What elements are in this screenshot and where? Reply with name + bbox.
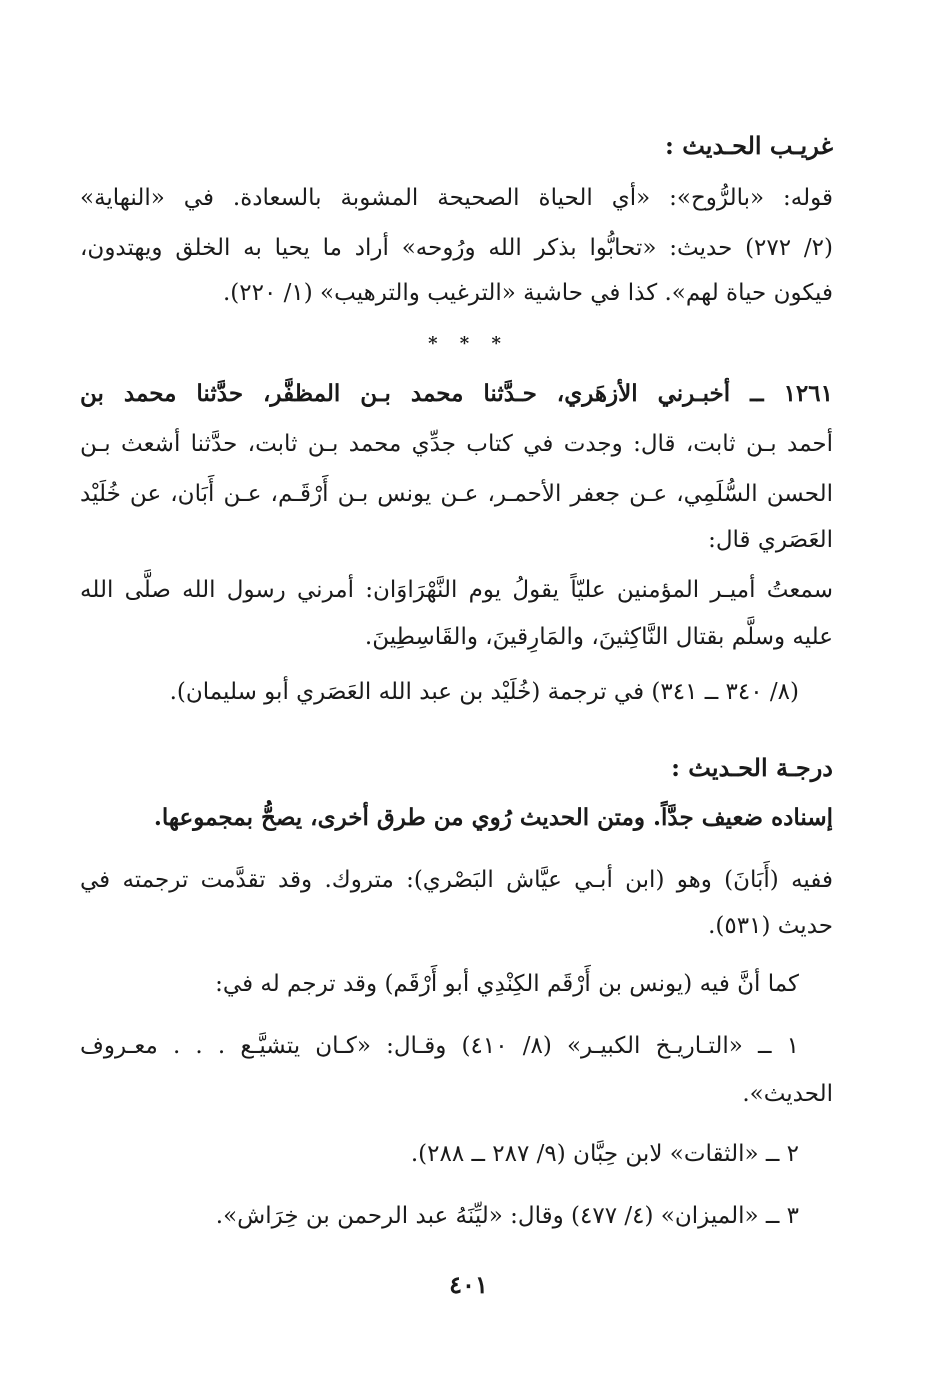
hadith-line-3: الحسن السُّلَمِي، عـن جعفر الأحمـر، عـن يونس بـن أَرْقَـم، عـن أَبَان، عن خُلَيْد bbox=[80, 481, 833, 507]
reference-line: (٨/ ٣٤٠ ــ ٣٤١) في ترجمة (خُلَيْد بن عبد الله العَصَري أبو سليمان). bbox=[169, 679, 799, 705]
kama-line: كما أنَّ فيه (يونس بن أَرْقَم الكِنْدِي أبو أَرْقَم) وقد ترجم له في: bbox=[215, 971, 799, 997]
gharib-line-3: فيكون حياة لهم». كذا في حاشية «الترغيب والترهيب» (١/ ٢٢٠). bbox=[222, 280, 833, 306]
daraja-bold-line: إسناده ضعيف جدَّاً. ومتن الحديث رُوي من طرق أخرى، يصحُّ بمجموعها. bbox=[153, 804, 833, 831]
hadith-line-1: ١٢٦١ ــ أخبـرني الأزهَري، حـدَّثنا محمد بـن المظفَّر، حدَّثنا محمد بن bbox=[80, 380, 833, 407]
hadith-line-4: العَصَري قال: bbox=[708, 527, 833, 553]
item-3: ٣ ــ «الميزان» (٤/ ٤٧٧) وقال: «ليِّنَهُ عبد الرحمن بن خِرَاش». bbox=[215, 1203, 799, 1229]
gharib-line-1: قوله: «بالرُّوح»: «أي الحياة الصحيحة المشوبة بالسعادة. في «النهاية» bbox=[80, 185, 833, 211]
hadith-line-2: أحمد بـن ثابت، قال: وجدت في كتاب جدِّي محمد بـن ثابت، حدَّثنا أشعث بـن bbox=[80, 431, 833, 457]
matn-line-1: سمعتُ أميـر المؤمنين عليّاً يقولُ يوم النَّهْرَاوَان: أمرني رسول الله صلَّى الله bbox=[80, 577, 833, 603]
gharib-heading: غريـب الحـديث : bbox=[665, 131, 833, 160]
item-1-line-2: الحديث». bbox=[742, 1081, 833, 1107]
page-number: ٤٠١ bbox=[449, 1270, 488, 1299]
section-separator: * * * bbox=[428, 333, 509, 354]
gharib-line-2: (٢/ ٢٧٢) حديث: «تحابُّوا بذكر الله ورُوحه» أراد ما يحيا به الخلق ويهتدون، bbox=[80, 235, 833, 261]
fihi-line-2: حديث (٥٣١). bbox=[708, 913, 833, 939]
daraja-heading: درجـة الحـديث : bbox=[671, 753, 833, 782]
matn-line-2: عليه وسلَّم بقتال النَّاكِثينَ، والمَارِقينَ، والقَاسِطِينَ. bbox=[364, 624, 833, 650]
fihi-line-1: ففيه (أَبَانَ) وهو (ابن أبـي عيَّاش البَصْري): متروك. وقد تقدَّمت ترجمته في bbox=[80, 867, 833, 893]
item-2: ٢ ــ «الثقات» لابن حِبَّان (٩/ ٢٨٧ ــ ٢٨٨). bbox=[410, 1141, 799, 1167]
item-1-line-1: ١ ــ «التـاريـخ الكبيـر» (٨/ ٤١٠) وقـال: «كـان يتشيَّـع . . . معـروف bbox=[80, 1033, 799, 1059]
